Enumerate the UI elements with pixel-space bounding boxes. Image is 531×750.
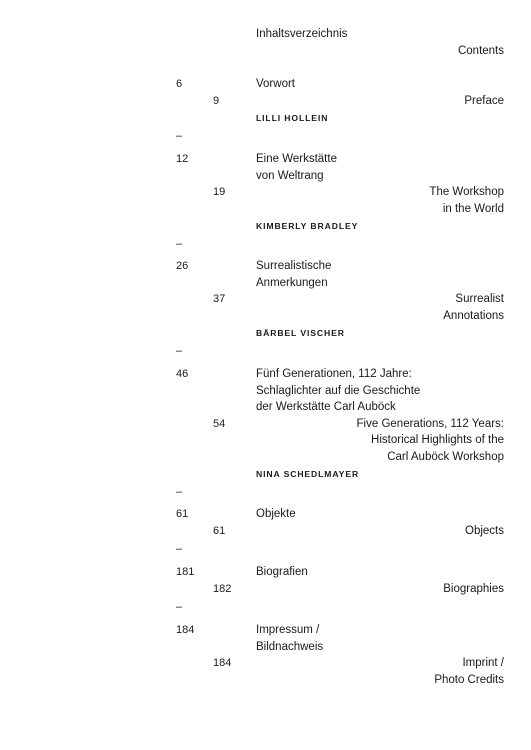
toc-title-de: Surrealistische [256, 260, 332, 272]
toc-page-number-de: 46 [176, 368, 189, 380]
toc-title-de: Objekte [256, 508, 296, 520]
toc-page-number-en: 61 [213, 524, 226, 537]
toc-title-de: Biografien [256, 566, 308, 578]
toc-title-de: Eine Werkstätte [256, 153, 337, 165]
toc-title-de: Bildnachweis [256, 640, 324, 653]
toc-title-en: Five Generations, 112 Years: [356, 417, 504, 430]
toc-title-en: Biographies [443, 582, 504, 595]
toc-page-number-de: 26 [176, 260, 189, 272]
toc-title-en: Imprint / [462, 657, 504, 669]
toc-title-de: von Weltrang [256, 169, 324, 182]
toc-title-en: Preface [464, 94, 504, 107]
toc-title-de: Schlaglichter auf die Geschichte [256, 384, 421, 397]
toc-separator: – [176, 486, 183, 498]
toc-title-en: Carl Auböck Workshop [387, 450, 504, 463]
toc-page-number-en: 54 [213, 417, 226, 430]
toc-title-de: Fünf Generationen, 112 Jahre: [256, 368, 412, 380]
toc-title-en: Surrealist [455, 293, 504, 305]
toc-title-de: der Werkstätte Carl Auböck [256, 401, 396, 413]
toc-page-number-en: 184 [213, 657, 232, 669]
toc-separator: – [176, 345, 183, 357]
toc-title-de: Anmerkungen [256, 276, 328, 289]
toc-separator: – [176, 130, 183, 142]
toc-title-en: Objects [465, 524, 504, 537]
toc-page-number-en: 9 [213, 94, 220, 107]
toc-separator: – [176, 238, 183, 250]
toc-page-number-de: 12 [176, 153, 189, 165]
toc-page-number-en: 182 [213, 582, 232, 595]
toc-title-en: in the World [442, 202, 504, 215]
toc-page-number-de: 181 [176, 566, 195, 578]
toc-title-en: Annotations [443, 309, 504, 322]
toc-page-number-de: 6 [176, 78, 183, 90]
toc-title-de: Impressum / [256, 624, 320, 636]
toc-page-number-en: 37 [213, 293, 226, 305]
toc-author: KIMBERLY BRADLEY [256, 221, 359, 231]
toc-separator: – [176, 601, 183, 613]
toc-author: BÄRBEL VISCHER [256, 328, 345, 338]
toc-title-en: Photo Credits [434, 673, 504, 686]
toc-page-number-de: 184 [176, 624, 195, 636]
toc-title-de: Vorwort [256, 78, 295, 90]
toc-separator: – [176, 543, 183, 555]
toc-title-en: The Workshop [429, 186, 504, 198]
toc-heading-de: Inhaltsverzeichnis [256, 28, 348, 40]
toc-author: LILLI HOLLEIN [256, 113, 329, 123]
toc-title-en: Historical Highlights of the [371, 434, 504, 446]
toc-page-number-de: 61 [176, 508, 189, 520]
toc-page-number-en: 19 [213, 186, 226, 198]
toc-heading-en: Contents [457, 45, 504, 57]
toc-author: NINA SCHEDLMAYER [256, 469, 360, 479]
